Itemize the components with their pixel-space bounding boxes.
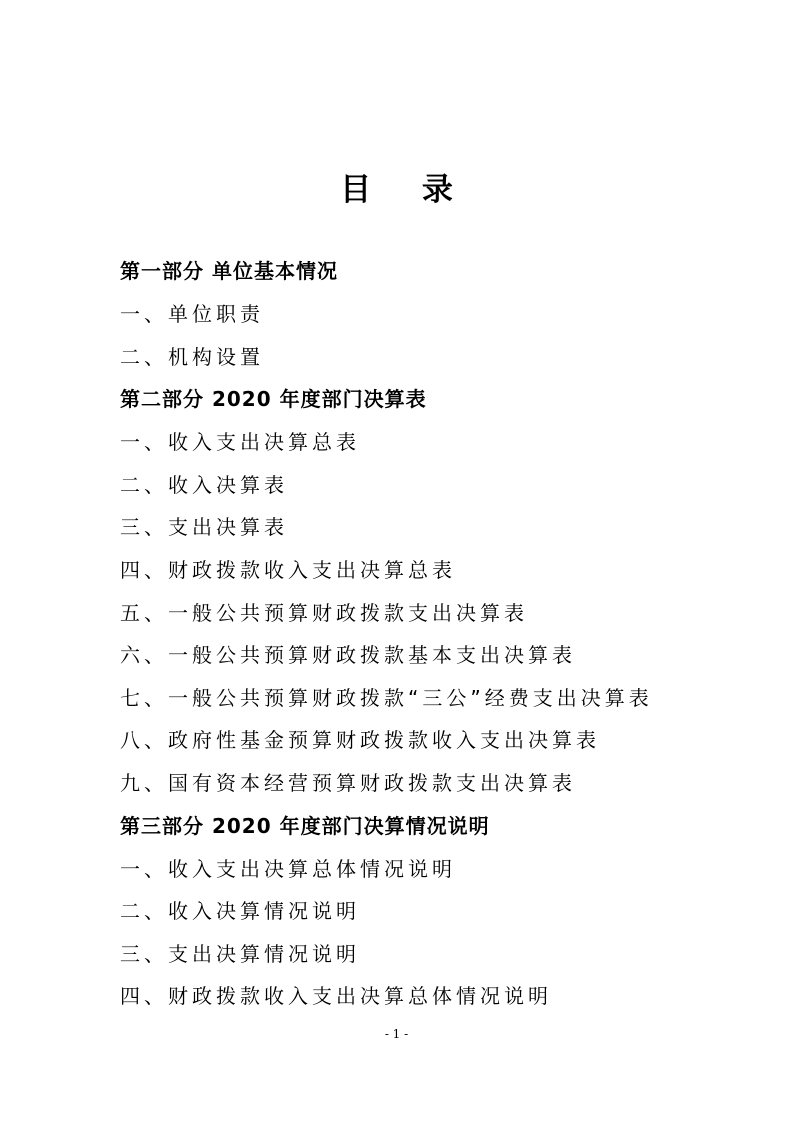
toc-item: 六、一般公共预算财政拨款基本支出决算表 (120, 643, 576, 668)
toc-item: 一、收入支出决算总体情况说明 (120, 856, 456, 881)
toc-item: 二、收入决算情况说明 (120, 899, 360, 924)
page-number: - 1 - (384, 1027, 409, 1041)
toc-part-2-heading: 第二部分 2020 年度部门决算表 (120, 387, 427, 412)
toc-item: 一、单位职责 (120, 302, 264, 326)
toc-item: 九、国有资本经营预算财政拨款支出决算表 (120, 770, 576, 795)
toc-item: 二、收入决算表 (120, 472, 288, 497)
toc-item: 七、一般公共预算财政拨款“三公”经费支出决算表 (120, 685, 653, 710)
toc-item: 三、支出决算表 (120, 515, 288, 540)
page-title: 目 录 (340, 172, 473, 208)
toc-item: 五、一般公共预算财政拨款支出决算表 (120, 600, 528, 625)
toc-item: 二、机构设置 (120, 344, 264, 369)
toc-part-1-heading: 第一部分 单位基本情况 (120, 259, 338, 283)
toc-item: 四、财政拨款收入支出决算总体情况说明 (120, 984, 552, 1009)
toc-item: 一、收入支出决算总表 (120, 430, 360, 455)
toc-item: 三、支出决算情况说明 (120, 941, 360, 966)
toc-item: 八、政府性基金预算财政拨款收入支出决算表 (120, 728, 600, 753)
table-of-contents (120, 250, 740, 1018)
toc-item: 四、财政拨款收入支出决算总表 (120, 557, 456, 582)
toc-part-3-heading: 第三部分 2020 年度部门决算情况说明 (120, 813, 490, 838)
